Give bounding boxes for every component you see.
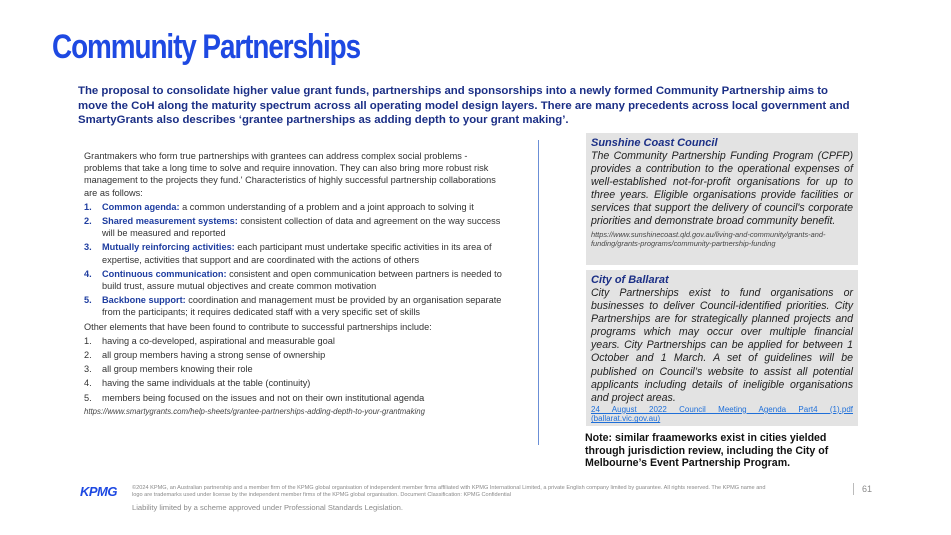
list-item <box>84 377 504 389</box>
sunshine-source-url: https://www.sunshinecoast.qld.gov.au/living-and-community/grants-and-funding/grants-programs/community-partnership-funding <box>591 229 826 248</box>
sunshine-heading: Sunshine Coast Council <box>591 137 718 149</box>
characteristic-text: consistent and open communication between partners is needed to build trust, assure mutual objectives and create common motivation <box>102 268 502 292</box>
list-item <box>84 294 504 318</box>
list-number: 2. <box>84 216 92 227</box>
list-number: 4. <box>84 378 92 389</box>
list-number: 3. <box>84 242 92 253</box>
intro-paragraph: The proposal to consolidate higher value grant funds, partnerships and sponsorships into a newly formed Community Partnership aims to move the CoH along the maturity spectrum across all operating model design layers. There are many precedents across local government and SmartyGrants also describes ‘grantee partnerships as adding depth to your grant making’. <box>78 85 850 127</box>
list-number: 5. <box>84 295 92 306</box>
sunshine-coast-box <box>586 133 858 265</box>
list-number: 3. <box>84 364 92 375</box>
characteristic-term: Mutually reinforcing activities: <box>102 242 235 253</box>
characteristic-text: coordination and management must be provided by an organisation separate from the participants; it requires dedicated staff with a very specific set of skills <box>102 295 502 318</box>
list-item-text: all group members having a strong sense of ownership <box>102 350 326 361</box>
characteristic-text: consistent collection of data and agreement on the way success will be measured and reported <box>102 216 501 239</box>
slide-title: Community Partnerships <box>52 28 361 66</box>
other-elements-list <box>84 335 504 404</box>
list-item <box>84 335 504 347</box>
ballarat-source-link[interactable]: 24 August 2022 Council Meeting Agenda Part4 (1).pdf (ballarat.vic.gov.au) <box>591 404 853 424</box>
ballarat-heading: City of Ballarat <box>591 274 669 286</box>
kpmg-logo: KPMG <box>80 484 117 499</box>
lead-paragraph: Grantmakers who form true partnerships with grantees can address complex social problems - problems that take a long time to solve and require innovation. They can also bring more robust risk management to the projects they fund.' Characteristics of highly successful partnership collaborations are as follows: <box>84 151 496 198</box>
ballarat-body: City Partnerships exist to fund organisations or businesses to deliver Council-identified priorities. City Partnerships are for strategically planned projects and programs which may occur over multiple financial years. City Partnerships can be applied for between 1 October and 1 March. A set of guidelines will be published on Council’s website to assist all potential applicants including details of ineligible organisations and project areas. <box>591 287 853 404</box>
list-number: 2. <box>84 350 92 361</box>
legal-disclaimer: ©2024 KPMG, an Australian partnership and a member firm of the KPMG global organisation of independent member firms affiliated with KPMG International Limited, a private English company limited by guarantee. All rights reserved. The KPMG name and logo are trademarks used under license by the independent member firms of the KPMG global organisation. Document Classification: KPMG Confidential <box>132 485 766 499</box>
other-elements-lead: Other elements that have been found to contribute to successful partnerships include: <box>84 321 432 332</box>
ballarat-box <box>586 270 858 426</box>
list-item <box>84 241 504 265</box>
liability-statement: Liability limited by a scheme approved under Professional Standards Legislation. <box>132 503 403 512</box>
source-citation: https://www.smartygrants.com/help-sheets/grantee-partnerships-adding-depth-to-your-grantmaking <box>84 406 425 416</box>
list-item-text: members being focused on the issues and not on their own institutional agenda <box>102 392 425 403</box>
list-item-text: all group members knowing their role <box>102 364 253 375</box>
characteristic-text: each participant must undertake specific activities in its area of expertise, activities that support and are coordinated with the actions of others <box>102 242 492 265</box>
page-number-divider <box>853 483 854 495</box>
list-item-text: having a co-developed, aspirational and measurable goal <box>102 335 335 346</box>
list-number: 1. <box>84 201 92 212</box>
list-item <box>84 215 504 239</box>
note-text: Note: similar fraameworks exist in cities yielded through jurisdiction review, including the City of Melbourne’s Event Partnership Program. <box>585 432 829 470</box>
list-number: 4. <box>84 268 92 279</box>
sunshine-body: The Community Partnership Funding Program (CPFP) provides a contribution to the operational expenses of well-established not-for-profit organisations for up to three years. Eligible organisations provide facilities or services that support the delivery of council's corporate priorities and demonstrate broad community benefit. <box>591 150 853 228</box>
list-item-text: having the same individuals at the table (continuity) <box>102 378 311 389</box>
left-column <box>84 150 504 418</box>
list-number: 1. <box>84 335 92 346</box>
page-number: 61 <box>862 484 873 494</box>
list-item <box>84 392 504 404</box>
list-item <box>84 349 504 361</box>
list-item <box>84 201 504 213</box>
characteristic-term: Shared measurement systems: <box>102 216 238 227</box>
list-item <box>84 268 504 292</box>
characteristic-text: a common understanding of a problem and a joint approach to solving it <box>179 201 474 212</box>
list-item <box>84 363 504 375</box>
characteristic-term: Common agenda: <box>102 201 180 212</box>
list-number: 5. <box>84 392 92 403</box>
characteristics-list <box>84 201 504 319</box>
characteristic-term: Continuous communication: <box>102 268 227 279</box>
column-divider <box>538 140 539 445</box>
characteristic-term: Backbone support: <box>102 295 186 306</box>
